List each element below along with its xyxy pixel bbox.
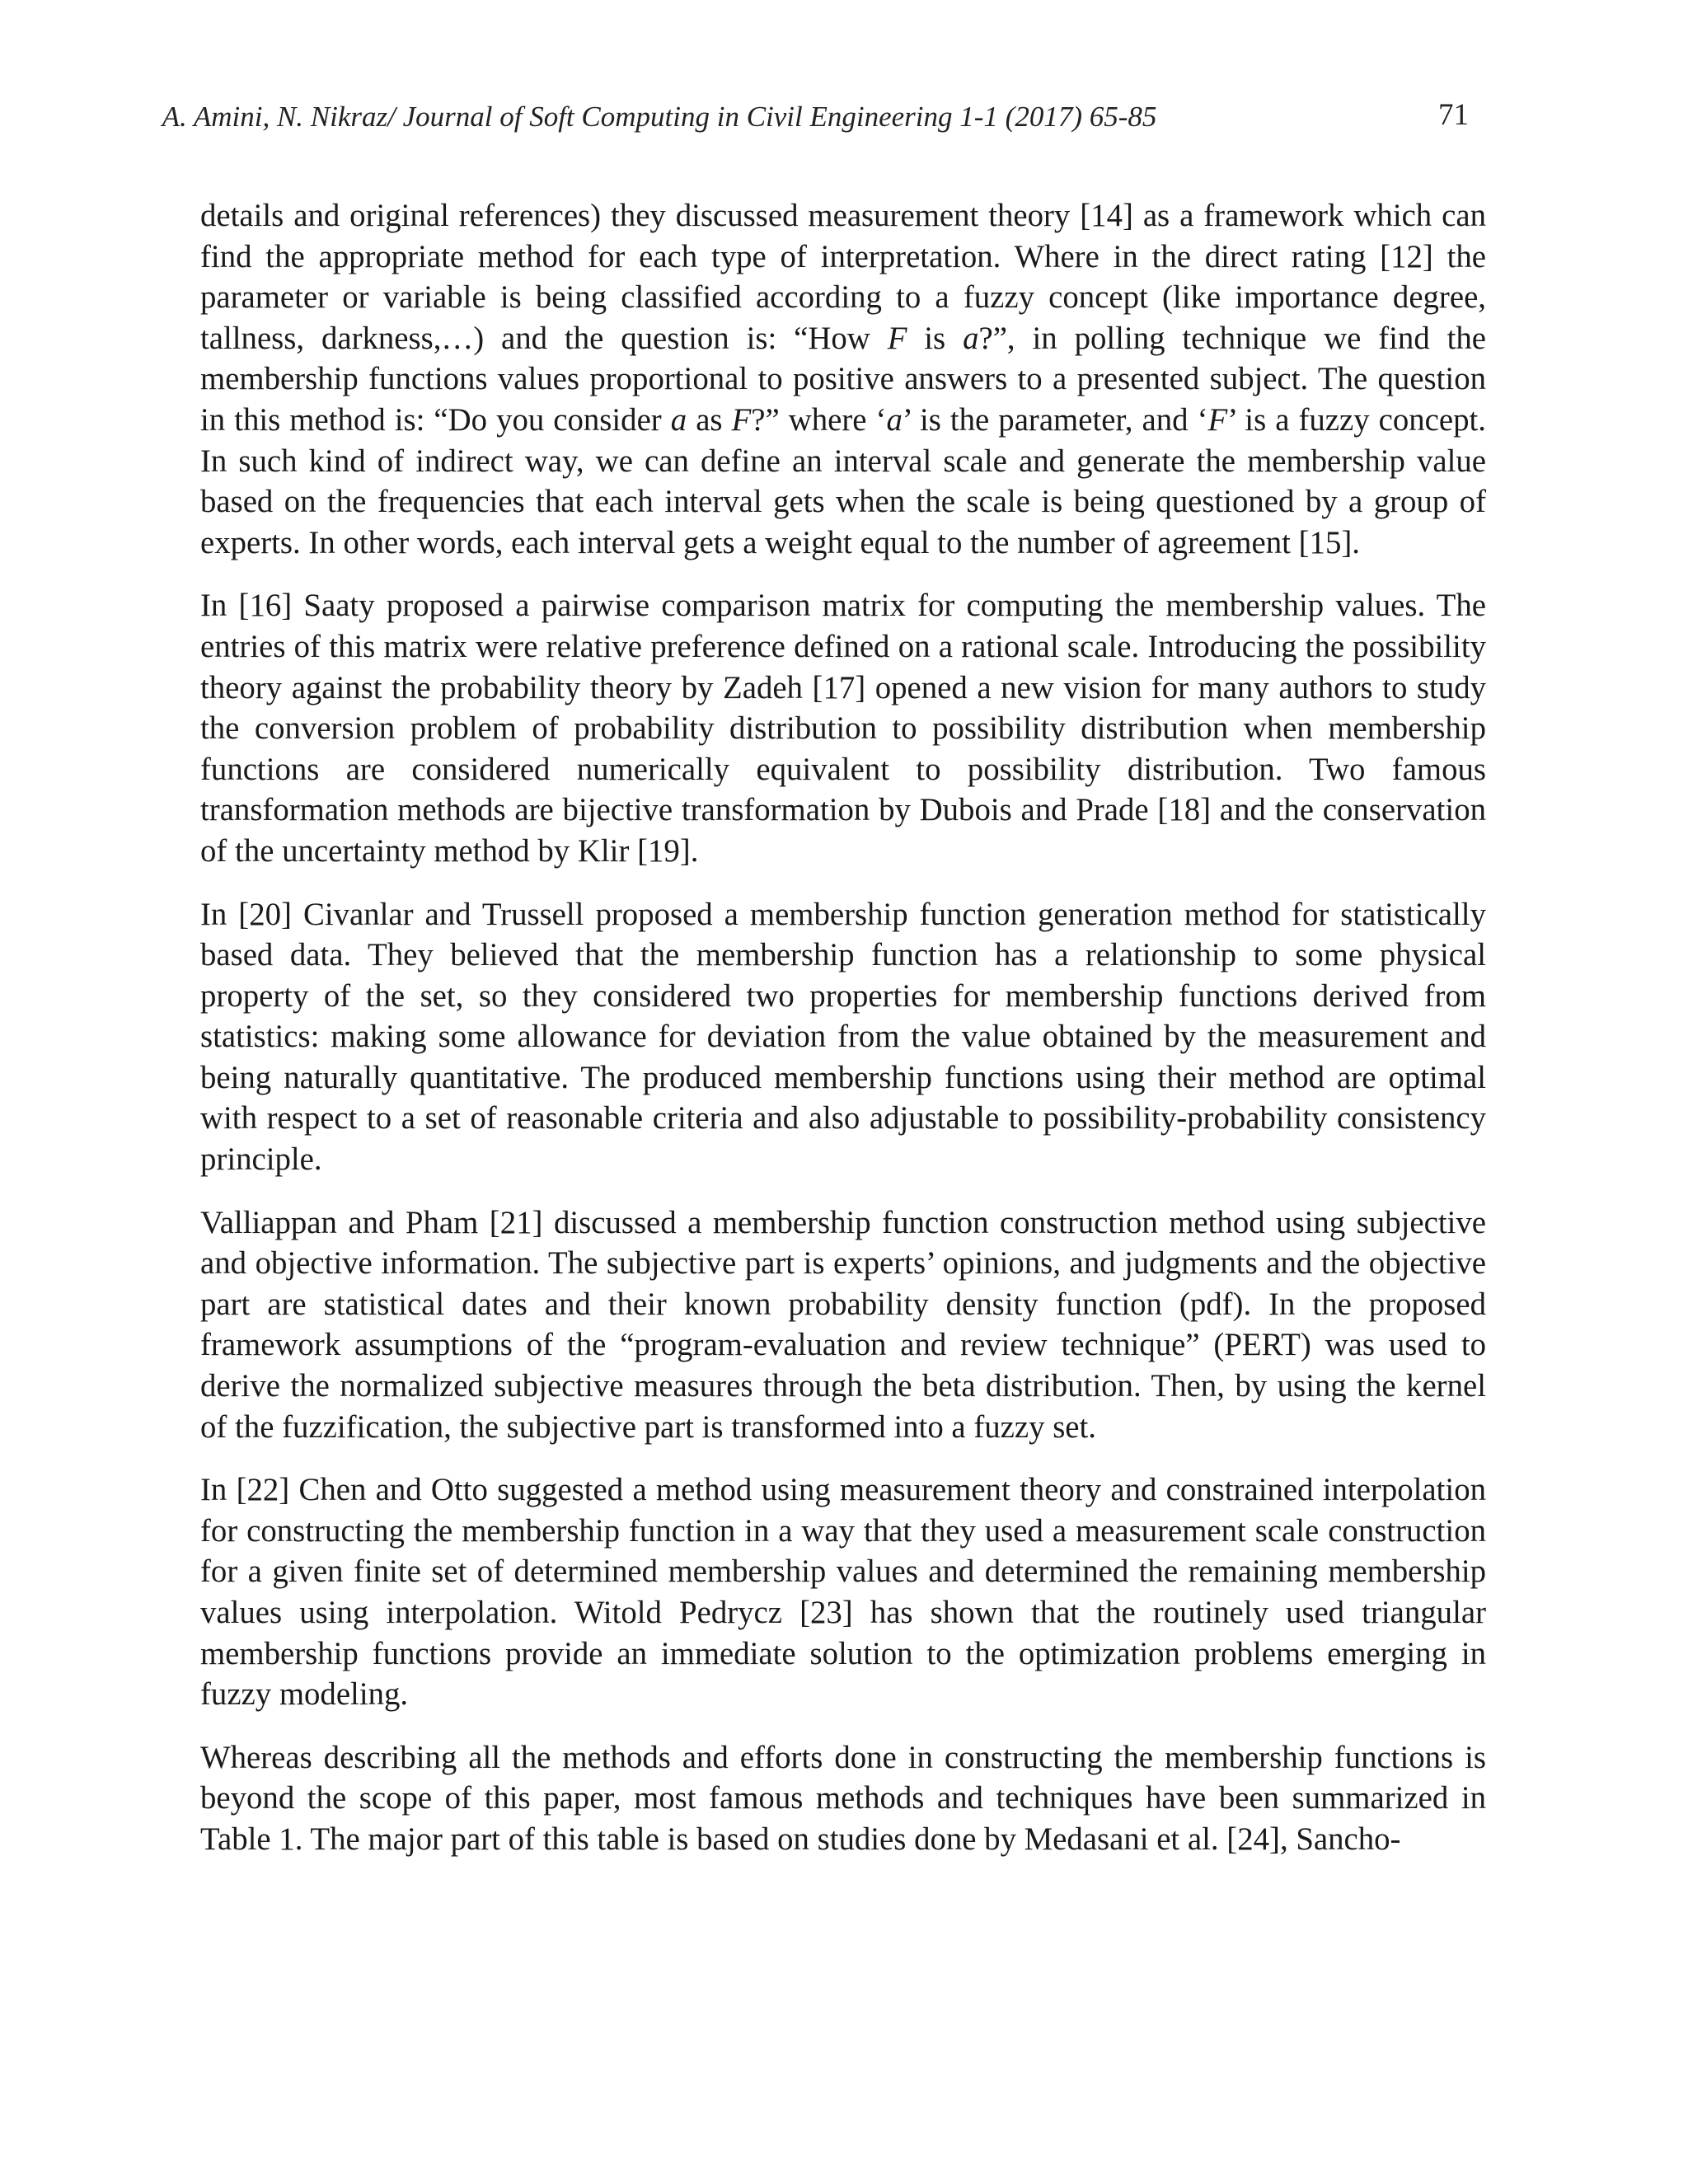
paragraph-measurement-theory: details and original references) they discussed measurement theory [14] as a framework which can find the appropriate method for each type of interpretation. Where in the direct rating [12] the parameter or variable is being classified according to a fuzzy concept (like importance degree, tallness, darkness,…) and the question is: “How F is a?”, in polling technique we find the membership functions values proportional to positive answers to a presented subject. The question in this method is: “Do you consider a as F?” where ‘a’ is the parameter, and ‘F’ is a fuzzy concept. In such kind of indirect way, we can define an interval scale and generate the membership value based on the frequencies that each interval gets when the scale is being questioned by a group of experts. In other words, each interval gets a weight equal to the number of agreement [15]. xyxy=(200,198,1487,560)
paragraph-chen-otto: In [22] Chen and Otto suggested a method using measurement theory and constrained interpolation for constructing the membership function in a way that they used a measurement scale construction for a given finite set of determined membership values and determined the remaining membership values using interpolation. Witold Pedrycz [23] has shown that the routinely used triangular membership functions provide an immediate solution to the optimization problems emerging in fuzzy modeling. xyxy=(200,1472,1486,1713)
paragraph-saaty: In [16] Saaty proposed a pairwise comparison matrix for computing the membership values. The entries of this matrix were relative preference defined on a rational scale. Introducing the possibility theory against the probability theory by Zadeh [17] opened a new vision for many authors to study the conversion problem of probability distribution to possibility distribution when membership functions are considered numerically equivalent to possibility distribution. Two famous transformation methods are bijective transformation by Dubois and Prade [18] and the conservation of the uncertainty method by Klir [19]. xyxy=(200,588,1486,869)
paragraph-valliappan-pham: Valliappan and Pham [21] discussed a membership function construction method using subjective and objective information. The subjective part is experts’ opinions, and judgments and the objective part are statistical dates and their known probability density function (pdf). In the proposed framework assumptions of the “program-evaluation and review technique” (PERT) was used to derive the normalized subjective measures through the beta distribution. Then, by using the kernel of the fuzzification, the subjective part is transformed into a fuzzy set. xyxy=(200,1204,1486,1445)
running-header: A. Amini, N. Nikraz/ Journal of Soft Computing in Civil Engineering 1-1 (2017) 65-85 xyxy=(162,101,1157,133)
body-text xyxy=(200,195,1486,1860)
paragraph-civanlar-trussell: In [20] Civanlar and Trussell proposed a membership function generation method for statistically based data. They believed that the membership function has a relationship to some physical property of the set, so they considered two properties for membership functions derived from statistics: making some allowance for deviation from the value obtained by the measurement and being naturally quantitative. The produced membership functions using their method are optimal with respect to a set of reasonable criteria and also adjustable to possibility-probability consistency principle. xyxy=(200,896,1486,1178)
paragraph-table-summary: Whereas describing all the methods and efforts done in constructing the membership functions is beyond the scope of this paper, most famous methods and techniques have been summarized in Table 1. The major part of this table is based on studies done by Medasani et al. [24], Sancho- xyxy=(200,1739,1486,1857)
page-number: 71 xyxy=(1438,98,1469,132)
